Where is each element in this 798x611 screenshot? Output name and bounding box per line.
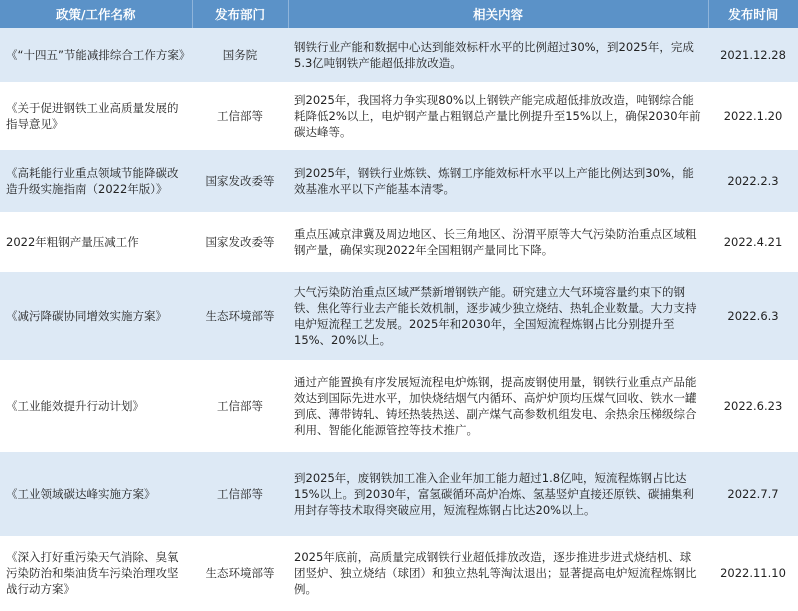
table-row: [0, 83, 798, 149]
content: 钢铁行业产能和数据中心达到能效标杆水平的比例超过30%，到2025年，完成5.3亿吨钢铁产能超低排放改造。: [288, 28, 708, 83]
date: 2022.11.10: [708, 537, 798, 609]
content: 重点压减京津冀及周边地区、长三角地区、汾渭平原等大气污染防治重点区域粗钢产量，确保实现2022年全国粗钢产量同比下降。: [288, 213, 708, 271]
policy-name: 《高耗能行业重点领域节能降碳改造升级实施指南（2022年版）》: [0, 149, 192, 213]
table-row: [0, 271, 798, 361]
policy-name: 《工业领域碳达峰实施方案》: [0, 451, 192, 537]
department: 工信部等: [192, 451, 288, 537]
date: 2022.6.23: [708, 361, 798, 451]
department: 生态环境部等: [192, 537, 288, 609]
table-row: [0, 537, 798, 609]
table-row: [0, 28, 798, 83]
table-row: [0, 361, 798, 451]
department: 工信部等: [192, 361, 288, 451]
department: 国家发改委等: [192, 149, 288, 213]
date: 2022.1.20: [708, 83, 798, 149]
content: 大气污染防治重点区域严禁新增钢铁产能。研究建立大气环境容量约束下的钢铁、焦化等行业去产能长效机制，逐步减少独立烧结、热轧企业数量。大力支持电炉短流程工艺发展。2025年和2030年，全国短流程炼钢占比分别提升至15%、20%以上。: [288, 271, 708, 361]
header-date: 发布时间: [708, 0, 798, 28]
policy-name: 《关于促进钢铁工业高质量发展的指导意见》: [0, 83, 192, 149]
table-row: [0, 149, 798, 213]
department: 工信部等: [192, 83, 288, 149]
content: 到2025年，钢铁行业炼铁、炼钢工序能效标杆水平以上产能比例达到30%，能效基准水平以下产能基本清零。: [288, 149, 708, 213]
date: 2021.12.28: [708, 28, 798, 83]
header-policy-name: 政策/工作名称: [0, 0, 192, 28]
policy-name: 《减污降碳协同增效实施方案》: [0, 271, 192, 361]
policy-name: 2022年粗钢产量压减工作: [0, 213, 192, 271]
policy-name: 《工业能效提升行动计划》: [0, 361, 192, 451]
table-row: [0, 451, 798, 537]
content: 到2025年，废钢铁加工准入企业年加工能力超过1.8亿吨，短流程炼钢占比达15%以上。到2030年，富氢碳循环高炉冶炼、氢基竖炉直接还原铁、碳捕集利用封存等技术取得突破应用，短流程炼钢占比达20%以上。: [288, 451, 708, 537]
date: 2022.2.3: [708, 149, 798, 213]
department: 国务院: [192, 28, 288, 83]
content: 2025年底前，高质量完成钢铁行业超低排放改造，逐步推进步进式烧结机、球团竖炉、独立烧结（球团）和独立热轧等淘汰退出；显著提高电炉短流程炼钢比例。: [288, 537, 708, 609]
header-content: 相关内容: [288, 0, 708, 28]
department: 国家发改委等: [192, 213, 288, 271]
content: 到2025年，我国将力争实现80%以上钢铁产能完成超低排放改造，吨钢综合能耗降低2%以上，电炉钢产量占粗钢总产量比例提升至15%以上，确保2030年前碳达峰等。: [288, 83, 708, 149]
content: 通过产能置换有序发展短流程电炉炼钢，提高废钢使用量，钢铁行业重点产品能效达到国际先进水平，加快烧结烟气内循环、高炉炉顶均压煤气回收、铁水一罐到底、薄带铸轧、铸坯热装热送、副产煤气高参数机组发电、余热余压梯级综合利用、智能化能源管控等技术推广。: [288, 361, 708, 451]
header-row: [0, 0, 798, 28]
policy-name: 《“十四五”节能减排综合工作方案》: [0, 28, 192, 83]
date: 2022.7.7: [708, 451, 798, 537]
policy-name: 《深入打好重污染天气消除、臭氧污染防治和柴油货车污染治理攻坚战行动方案》: [0, 537, 192, 609]
department: 生态环境部等: [192, 271, 288, 361]
header-department: 发布部门: [192, 0, 288, 28]
table-row: [0, 213, 798, 271]
date: 2022.6.3: [708, 271, 798, 361]
date: 2022.4.21: [708, 213, 798, 271]
